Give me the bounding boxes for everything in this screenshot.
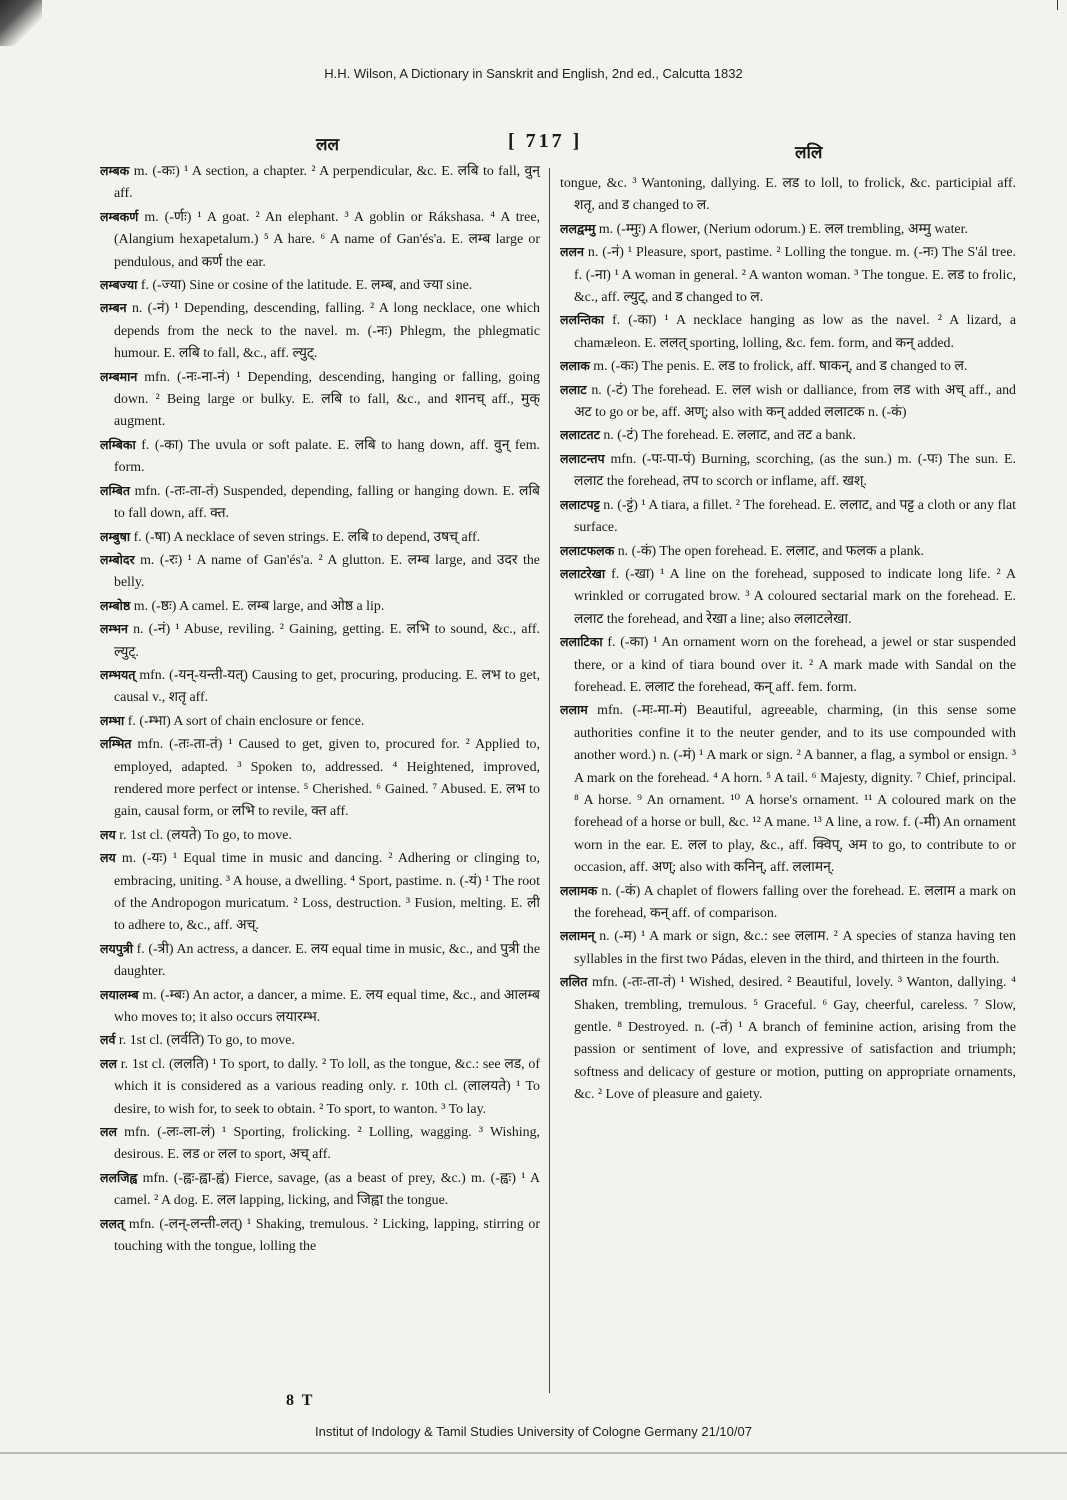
dictionary-entry <box>560 241 1016 309</box>
scan-corner-shadow <box>0 0 42 46</box>
entry-headword: लय <box>100 826 116 842</box>
entry-headword: ललाट <box>560 381 587 397</box>
entry-definition: n. (-नं) ¹ Pleasure, sport, pastime. ² Lolling the tongue. m. (-नः) The S'ál tree. f. (-ना) ¹ A woman in general. ² A wanton woman. ³ The tongue. E. लड to frolic, &c., aff. ल्युट्, and ड changed to ल. <box>574 245 1016 306</box>
entry-definition: tongue, &c. ³ Wantoning, dallying. E. लड to loll, to frolick, &c. participial aff. शतृ, and ड changed to ल. <box>560 176 1016 214</box>
entry-definition: mfn. (-मः-मा-मं) Beautiful, agreeable, charming, (in this sense some authorities confine it to the neuter gender, and to its use compounded with another word.) n. (-मं) ¹ A mark or sign. ² A banner, a flag, a symbol or ensign. ³ A mark on the forehead. ⁴ A horn. ⁵ A tail. ⁶ Majesty, dignity. ⁷ Chief, principal. ⁸ A horse. ⁹ An ornament. ¹⁰ A horse's ornament. ¹¹ A coloured mark on the forehead of a horse or bull, &c. ¹² A mane. ¹³ A line, a row. f. (-मी) An ornament worn in the ear. E. लल to play, &c., aff. क्विप्, अम to go, to contribute to or occasion, aff. अण्; also with कनिन्, aff. ललामन्. <box>574 703 1016 876</box>
entry-definition: m. (-म्बः) An actor, a dancer, a mime. E. लय equal time, &c., and आलम्ब who moves to; it also occurs लयारम्भ. <box>114 987 540 1026</box>
entry-headword: लयपुत्री <box>100 940 133 956</box>
entry-definition: mfn. (-यन्-यन्ती-यत्) Causing to get, procuring, producing. E. लभ to get, causal v., शतृ aff. <box>114 667 540 706</box>
entry-headword: लम्बोष्ठ <box>100 597 131 613</box>
dictionary-entry <box>560 540 1016 563</box>
dictionary-entry <box>560 631 1016 699</box>
entry-headword: ललाटफलक <box>560 542 615 558</box>
entry-headword: लर्व <box>100 1032 116 1048</box>
dictionary-entry <box>100 160 540 206</box>
entry-headword: लयालम्ब <box>100 986 139 1002</box>
entry-headword: ललाटपट्ट <box>560 496 600 512</box>
entry-headword: लम्भित <box>100 736 132 752</box>
dictionary-entry <box>560 172 1016 218</box>
dictionary-entry <box>560 218 1016 241</box>
entry-definition: n. (-कं) The open forehead. E. ललाट, and फलक a plank. <box>617 543 924 559</box>
dictionary-entry <box>560 925 1016 971</box>
dictionary-entry <box>560 494 1016 540</box>
guide-word-right: ललि <box>795 143 823 163</box>
entry-definition: f. (-म्भा) A sort of chain enclosure or fence. <box>127 713 365 729</box>
entry-definition: m. (-कः) The penis. E. लड to frolick, aff. षाकन्, and ड changed to ल. <box>593 359 968 375</box>
dictionary-entry <box>100 366 540 434</box>
entry-definition: f. (-का) The uvula or soft palate. E. लबि to hang down, aff. वुन् fem. form. <box>114 437 540 476</box>
dictionary-entry <box>100 595 540 618</box>
entry-definition: m. (-रः) ¹ A name of Gan'és'a. ² A glutton. E. लम्ब large, and उदर the belly. <box>114 552 540 591</box>
dictionary-entry <box>100 274 540 297</box>
entry-headword: लल <box>100 1055 117 1071</box>
dictionary-entry <box>560 379 1016 425</box>
entry-headword: लम्बन <box>100 300 127 316</box>
scan-edge-mark <box>1057 0 1058 10</box>
entry-definition: n. (-ट्टं) ¹ A tiara, a fillet. ² The forehead. E. ललाट, and पट्ट a cloth or any flat surface. <box>574 497 1016 536</box>
dictionary-entry <box>100 938 540 984</box>
scan-bottom-edge <box>0 1452 1067 1454</box>
entry-headword: लम्भयत् <box>100 666 136 682</box>
entry-headword: लम्भा <box>100 712 125 728</box>
entry-headword: ललन्तिका <box>560 312 605 328</box>
entry-definition: n. (-टं) The forehead. E. लल wish or dalliance, from लड with अच् aff., and अट to go or be, aff. अण्; also with कन् added ललाटक n. (-कं) <box>574 382 1016 421</box>
entry-definition: f. (-का) ¹ An ornament worn on the forehead, a jewel or star suspended there, or a kind of tiara bound over it. ² A mark made with Sandal on the forehead. E. ललाट the forehead, कन् aff. fem. form. <box>574 635 1016 695</box>
entry-definition: r. 1st cl. (लर्वति) To go, to move. <box>118 1033 295 1049</box>
dictionary-entry <box>100 1029 540 1052</box>
dictionary-entry <box>100 710 540 733</box>
entry-headword: ललाटतट <box>560 427 600 443</box>
entry-headword: लम्बकर्ण <box>100 208 139 224</box>
dictionary-entry <box>560 563 1016 631</box>
entry-definition: mfn. (-तः-ता-तं) ¹ Caused to get, given to, procured for. ² Applied to, employed, adapted. ³ Spoken to, addressed. ⁴ Heightened, improved, rendered more perfect or intense. ⁵ Cherished. ⁶ Gained. ⁷ Abused. E. लभ to gain, causal form, or लभि to revile, क्त aff. <box>114 737 540 820</box>
dictionary-entry <box>560 971 1016 1106</box>
entry-definition: m. (-ष्ठः) A camel. E. लम्ब large, and ओष्ठ a lip. <box>133 598 385 614</box>
dictionary-entry <box>560 448 1016 494</box>
entry-definition: f. (-त्री) An actress, a dancer. E. लय equal time in music, &c., and पुत्री the daughter. <box>114 941 540 980</box>
entry-headword: ललामक <box>560 882 598 898</box>
entry-definition: n. (-कं) A chaplet of flowers falling over the forehead. E. ललाम a mark on the forehead, कन् aff. of comparison. <box>574 883 1016 921</box>
dictionary-entry <box>100 434 540 480</box>
guide-word-left: लल <box>316 135 340 155</box>
entry-headword: लम्बोदर <box>100 551 135 567</box>
source-header: H.H. Wilson, A Dictionary in Sanskrit and English, 2nd ed., Calcutta 1832 <box>324 66 743 81</box>
entry-definition: f. (-ज्या) Sine or cosine of the latitude. E. लम्ब, and ज्या sine. <box>140 278 473 294</box>
entry-headword: ललित <box>560 974 588 990</box>
entry-headword: लय <box>100 850 116 866</box>
entry-definition: n. (-टं) The forehead. E. ललाट, and तट a bank. <box>603 428 856 444</box>
entry-definition: mfn. (-ह्वः-ह्वा-ह्वं) Fierce, savage, (as a beast of prey, &c.) m. (-ह्वः) ¹ A camel. ² A dog. E. लल lapping, licking, and जिह्वा the tongue. <box>114 1170 540 1209</box>
entry-headword: ललजिह्व <box>100 1169 138 1185</box>
dictionary-entry <box>100 480 540 526</box>
entry-headword: ललामन् <box>560 928 595 944</box>
entry-definition: m. (-कः) ¹ A section, a chapter. ² A perpendicular, &c. E. लबि to fall, वुन् aff. <box>114 164 540 202</box>
entry-definition: m. (-यः) ¹ Equal time in music and dancing. ² Adhering or clinging to, embracing, uniting. ³ A house, a dwelling. ⁴ Sport, pastime. n. (-यं) ¹ The root of the Andropogon muricatum. ² Loss, destruction. ³ Fusion, melting. E. ली to adhere to, &c., aff. अच्. <box>114 851 540 934</box>
entry-headword: ललाटन्तप <box>560 450 605 466</box>
dictionary-entry <box>560 309 1016 355</box>
dictionary-entry <box>100 549 540 595</box>
dictionary-entry <box>560 424 1016 447</box>
entry-definition: mfn. (-तः-ता-तं) Suspended, depending, falling or hanging down. E. लबि to fall down, aff. क्त. <box>114 483 540 522</box>
entry-definition: r. 1st cl. (ललति) ¹ To sport, to dally. ² To loll, as the tongue, &c.: see लड, of which it is considered as a various reading only. r. 10th cl. (लालयते) ¹ To desire, to wish for, to seek to obtain. ² To sport, to wanton. ³ To lay. <box>114 1056 540 1117</box>
dictionary-entry <box>100 733 540 824</box>
entry-definition: mfn. (-लन्-लन्ती-लत्) ¹ Shaking, tremulous. ² Licking, lapping, stirring or touching with the tongue, lolling the <box>114 1216 540 1255</box>
dictionary-entry <box>100 824 540 847</box>
right-column <box>560 172 1016 1402</box>
entry-definition: mfn. (-लः-ला-लं) ¹ Sporting, frolicking. ² Lolling, wagging. ³ Wishing, desirous. E. लड or लल to sport, अच् aff. <box>114 1125 540 1163</box>
entry-headword: लम्बमान <box>100 368 138 384</box>
entry-headword: लम्बज्या <box>100 277 138 293</box>
entry-headword: ललाक <box>560 358 590 374</box>
entry-definition: r. 1st cl. (लयते) To go, to move. <box>119 827 292 843</box>
dictionary-entry <box>560 355 1016 378</box>
dictionary-entry <box>100 1121 540 1167</box>
dictionary-entry <box>100 206 540 274</box>
entry-headword: ललत् <box>100 1215 125 1231</box>
entry-headword: लम्बित <box>100 482 131 498</box>
source-footer: Institut of Indology & Tamil Studies University of Cologne Germany 21/10/07 <box>315 1424 752 1439</box>
dictionary-entry <box>100 526 540 549</box>
entry-headword: ललद्वम्मु <box>560 220 596 236</box>
entry-definition: f. (-खा) ¹ A line on the forehead, supposed to indicate long life. ² A wrinkled or corrugated brow. ³ A coloured sectarial mark on the forehead. E. ललाट the forehead, and रेखा a line; also ललाटलेखा. <box>574 566 1016 627</box>
entry-headword: लम्बुषा <box>100 528 131 544</box>
entry-definition: f. (-षा) A necklace of seven strings. E. लबि to depend, उषच् aff. <box>133 529 481 545</box>
dictionary-entry <box>100 1053 540 1121</box>
entry-definition: m. (-र्णः) ¹ A goat. ² An elephant. ³ A goblin or Rákshasa. ⁴ A tree, (Alangium hexapetalum.) ⁵ A hare. ⁶ A name of Gan'és'a. E. लम्ब large or pendulous, and कर्ण the ear. <box>114 209 540 270</box>
entry-headword: लल <box>100 1124 117 1140</box>
dictionary-entry <box>100 618 540 664</box>
dictionary-entry <box>100 664 540 710</box>
entry-definition: n. (-नं) ¹ Abuse, reviling. ² Gaining, getting. E. लभि to sound, &c., aff. ल्युट्. <box>114 622 540 660</box>
entry-definition: m. (-म्मुः) A flower, (Nerium odorum.) E. लल trembling, अम्मु water. <box>598 221 968 237</box>
entry-definition: mfn. (-तः-ता-तं) ¹ Wished, desired. ² Beautiful, lovely. ³ Wanton, dallying. ⁴ Shaken, trembling, tremulous. ⁵ Graceful. ⁶ Gay, cheerful, careless. ⁷ Slow, gentle. ⁸ Destroyed. n. (-तं) ¹ A branch of feminine action, arising from the passion or sentiment of love, and expressive of satisfaction and triumph; softness and delicacy of gesture or motion, putting on appropriate ornaments, &c. ² Love of pleasure and gaiety. <box>574 975 1016 1103</box>
entry-definition: n. (-नं) ¹ Depending, descending, falling. ² A long necklace, one which depends from the neck to the navel. m. (-नः) Phlegm, the phlegmatic humour. E. लबि to fall, &c., aff. ल्युट्. <box>114 301 540 362</box>
left-column <box>100 160 540 1390</box>
entry-headword: लम्बक <box>100 163 130 178</box>
entry-headword: ललाम <box>560 702 588 718</box>
entry-headword: ललाटरेखा <box>560 565 606 581</box>
entry-definition: mfn. (-पः-पा-पं) Burning, scorching, (as the sun.) m. (-पः) The sun. E. ललाट the forehead, तप to scorch or inflame, aff. खश्. <box>574 451 1016 490</box>
dictionary-entry <box>100 297 540 365</box>
entry-definition: n. (-म) ¹ A mark or sign, &c.: see ललाम. ² A species of stanza having ten syllables in the first two Pádas, eleven in the third, and thirteen in the fourth. <box>574 929 1016 967</box>
dictionary-entry <box>100 847 540 938</box>
entry-definition: mfn. (-नः-ना-नं) ¹ Depending, descending, hanging or falling, going down. ² Being large or bulky. E. लबि to fall, &c., and शानच् aff., मुक् augment. <box>114 369 540 430</box>
dictionary-entry <box>560 880 1016 926</box>
dictionary-entry <box>560 699 1016 879</box>
dictionary-entry <box>100 1167 540 1213</box>
entry-headword: ललाटिका <box>560 634 603 650</box>
entry-headword: लम्बिका <box>100 436 136 452</box>
entry-headword: लम्भन <box>100 621 128 637</box>
dictionary-entry <box>100 984 540 1030</box>
page-number: [ 717 ] <box>508 130 583 152</box>
signature-mark: 8 T <box>286 1392 315 1409</box>
entry-headword: ललन <box>560 244 584 260</box>
dictionary-entry <box>100 1213 540 1259</box>
entry-definition: f. (-का) ¹ A necklace hanging as low as the navel. ² A lizard, a chamæleon. E. ललत् sporting, lolling, &c. fem. form, and कन् added. <box>574 313 1016 351</box>
column-divider <box>549 168 550 1393</box>
